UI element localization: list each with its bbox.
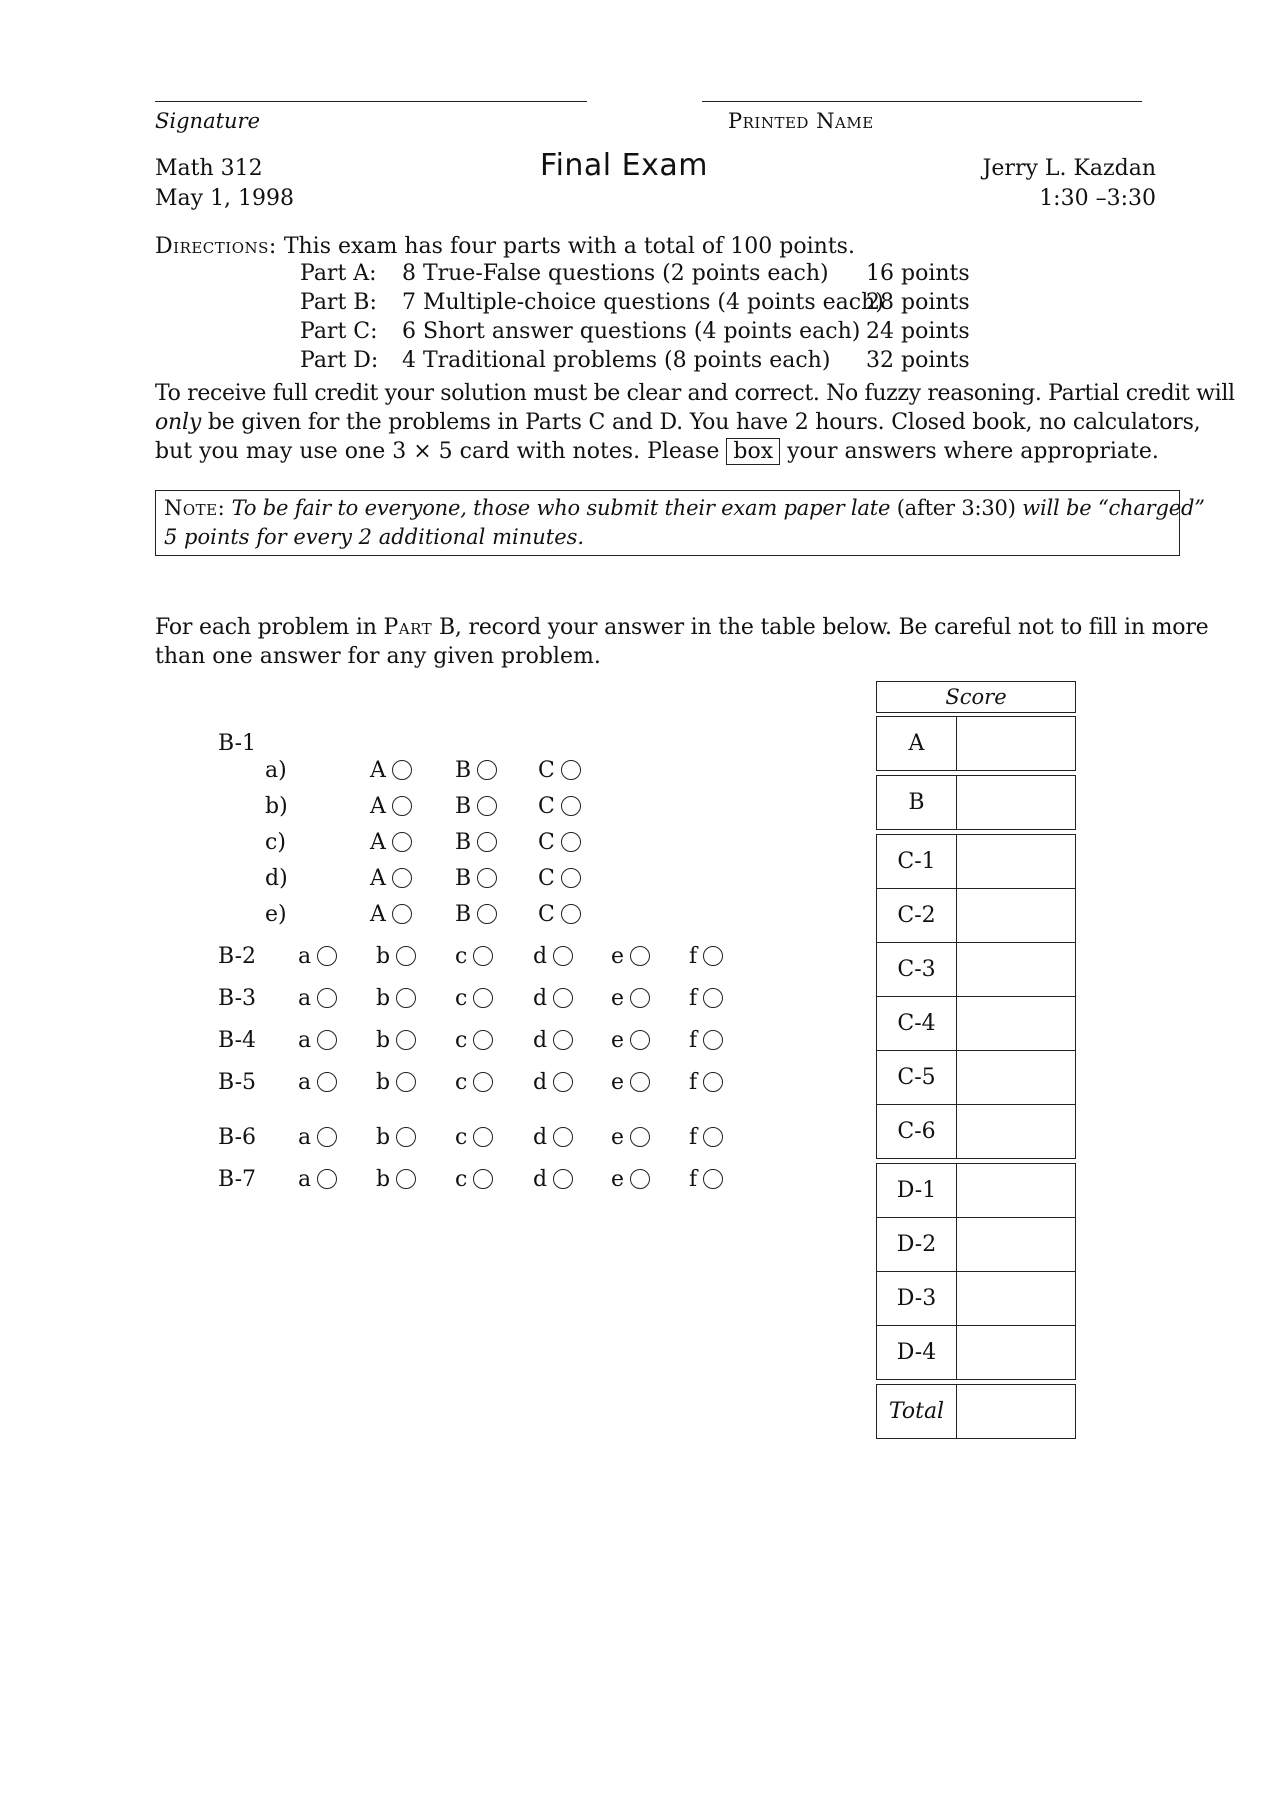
score-row-label: A	[877, 717, 957, 770]
score-row[interactable]	[876, 775, 1076, 830]
answer-bubble[interactable]	[561, 832, 581, 852]
answer-bubble[interactable]	[553, 988, 573, 1008]
part-a-label: Part A:	[300, 261, 377, 286]
mc-option[interactable]	[533, 1027, 573, 1055]
option-letter: b	[376, 986, 391, 1011]
score-entry-box[interactable]	[957, 776, 1075, 829]
option-letter: c	[455, 944, 468, 969]
answer-bubble[interactable]	[473, 1072, 493, 1092]
option-letter: B	[455, 830, 472, 855]
option-letter: f	[689, 986, 698, 1011]
b1-option[interactable]	[455, 901, 497, 929]
b1-option[interactable]	[455, 829, 497, 857]
score-row[interactable]	[876, 942, 1076, 997]
option-letter: a	[298, 1125, 312, 1150]
partb-post: B, record your answer in the table below. Be careful not to fill in more	[432, 615, 1209, 640]
answer-bubble[interactable]	[703, 988, 723, 1008]
b1-option[interactable]	[455, 865, 497, 893]
mc-option[interactable]	[298, 943, 337, 971]
option-letter: c	[455, 1125, 468, 1150]
mc-option[interactable]	[533, 1166, 573, 1194]
answer-bubble[interactable]	[630, 1127, 650, 1147]
exam-time: 1:30 –3:30	[1039, 186, 1156, 211]
credit-line-2	[155, 409, 1200, 437]
instructor-name: Jerry L. Kazdan	[982, 156, 1156, 181]
only-emphasis: only	[155, 410, 202, 435]
answer-bubble[interactable]	[396, 946, 416, 966]
part-b-desc: 7 Multiple-choice questions (4 points each)	[402, 290, 884, 315]
part-b-points: 28 points	[866, 290, 970, 315]
option-letter: f	[689, 1125, 698, 1150]
option-letter: f	[689, 1070, 698, 1095]
b1-option[interactable]	[538, 757, 581, 785]
score-entry-box[interactable]	[957, 1218, 1075, 1271]
mc-option[interactable]	[611, 1124, 650, 1152]
answer-bubble[interactable]	[553, 1169, 573, 1189]
score-row-label: C-6	[877, 1105, 957, 1158]
answer-bubble[interactable]	[317, 988, 337, 1008]
b1-label: B-1	[218, 731, 257, 756]
part-b-label: Part B:	[300, 290, 377, 315]
mc-option[interactable]	[376, 1124, 416, 1152]
option-letter: A	[370, 830, 386, 855]
answer-bubble[interactable]	[630, 1072, 650, 1092]
option-letter: d	[533, 986, 548, 1011]
credit-line-1: To receive full credit your solution must be clear and correct. No fuzzy reasoning. Partial credit will	[155, 381, 1235, 406]
option-letter: d	[533, 1070, 548, 1095]
score-row[interactable]	[876, 996, 1076, 1051]
option-letter: C	[538, 830, 555, 855]
mc-option[interactable]	[376, 1069, 416, 1097]
signature-label: Signature	[155, 109, 261, 133]
score-row-label: C-2	[877, 889, 957, 942]
option-letter: f	[689, 944, 698, 969]
printed-name-line[interactable]	[702, 101, 1142, 102]
answer-bubble[interactable]	[392, 904, 412, 924]
answer-bubble[interactable]	[473, 988, 493, 1008]
option-letter: B	[455, 902, 472, 927]
mc-row-label: B-4	[218, 1028, 257, 1053]
answer-bubble[interactable]	[703, 1169, 723, 1189]
mc-option[interactable]	[455, 943, 493, 971]
part-c-points: 24 points	[866, 319, 970, 344]
part-d-points: 32 points	[866, 348, 970, 373]
mc-option[interactable]	[533, 1069, 573, 1097]
score-row[interactable]	[876, 1325, 1076, 1380]
mc-option[interactable]	[611, 943, 650, 971]
mc-option[interactable]	[611, 1027, 650, 1055]
mc-option[interactable]	[611, 1166, 650, 1194]
answer-bubble[interactable]	[392, 868, 412, 888]
score-row-label: Total	[877, 1385, 957, 1438]
score-row-label: C-5	[877, 1051, 957, 1104]
score-entry-box[interactable]	[957, 943, 1075, 996]
answer-bubble[interactable]	[317, 1127, 337, 1147]
answer-bubble[interactable]	[703, 1030, 723, 1050]
answer-bubble[interactable]	[473, 1127, 493, 1147]
answer-bubble[interactable]	[477, 904, 497, 924]
mc-option[interactable]	[455, 1166, 493, 1194]
score-row-label: D-1	[877, 1164, 957, 1217]
answer-bubble[interactable]	[703, 1072, 723, 1092]
option-letter: C	[538, 866, 555, 891]
score-row-label: B	[877, 776, 957, 829]
mc-row-label: B-5	[218, 1070, 257, 1095]
note-text-paren: (after 3:30)	[896, 496, 1016, 520]
score-row-label: C-1	[877, 835, 957, 888]
score-entry-box[interactable]	[957, 1385, 1075, 1438]
answer-bubble[interactable]	[392, 760, 412, 780]
part-a-desc: 8 True-False questions (2 points each)	[402, 261, 829, 286]
b1-option[interactable]	[455, 757, 497, 785]
answer-bubble[interactable]	[473, 1030, 493, 1050]
b1-row-label: c)	[265, 830, 286, 855]
course-name: Math 312	[155, 156, 263, 181]
option-letter: b	[376, 1070, 391, 1095]
answer-bubble[interactable]	[396, 988, 416, 1008]
option-letter: C	[538, 902, 555, 927]
b1-option[interactable]	[538, 829, 581, 857]
part-c-label: Part C:	[300, 319, 378, 344]
mc-option[interactable]	[455, 1124, 493, 1152]
exam-title: Final Exam	[540, 148, 708, 183]
answer-bubble[interactable]	[561, 796, 581, 816]
answer-bubble[interactable]	[553, 1072, 573, 1092]
signature-line[interactable]	[155, 101, 587, 102]
score-row[interactable]	[876, 834, 1076, 889]
mc-row-label: B-6	[218, 1125, 257, 1150]
mc-option[interactable]	[611, 1069, 650, 1097]
score-entry-box[interactable]	[957, 1272, 1075, 1325]
b1-option[interactable]	[370, 793, 412, 821]
partb-pre: For each problem in	[155, 615, 384, 640]
note-line-2: 5 points for every 2 additional minutes.	[164, 525, 585, 549]
credit-line-3	[155, 438, 1159, 466]
option-letter: d	[533, 1125, 548, 1150]
score-entry-box[interactable]	[957, 1105, 1075, 1158]
answer-bubble[interactable]	[317, 1072, 337, 1092]
score-row[interactable]	[876, 888, 1076, 943]
answer-bubble[interactable]	[477, 832, 497, 852]
mc-option[interactable]	[689, 943, 723, 971]
answer-bubble[interactable]	[561, 868, 581, 888]
part-a-points: 16 points	[866, 261, 970, 286]
option-letter: d	[533, 1028, 548, 1053]
score-entry-box[interactable]	[957, 889, 1075, 942]
mc-option[interactable]	[689, 1069, 723, 1097]
part-d-desc: 4 Traditional problems (8 points each)	[402, 348, 831, 373]
option-letter: b	[376, 1028, 391, 1053]
option-letter: C	[538, 794, 555, 819]
mc-option[interactable]	[689, 1124, 723, 1152]
score-header: Score	[945, 685, 1007, 709]
score-row[interactable]	[876, 1217, 1076, 1272]
mc-option[interactable]	[533, 943, 573, 971]
note-text-1: To be fair to everyone, those who submit their exam paper late	[225, 496, 897, 520]
mc-option[interactable]	[376, 943, 416, 971]
mc-option[interactable]	[533, 985, 573, 1013]
score-entry-box[interactable]	[957, 1326, 1075, 1379]
score-entry-box[interactable]	[957, 1051, 1075, 1104]
score-entry-box[interactable]	[957, 997, 1075, 1050]
score-row-label: D-2	[877, 1218, 957, 1271]
answer-bubble[interactable]	[317, 1169, 337, 1189]
option-letter: B	[455, 866, 472, 891]
answer-bubble[interactable]	[392, 796, 412, 816]
answer-bubble[interactable]	[561, 760, 581, 780]
part-c-desc: 6 Short answer questions (4 points each)	[402, 319, 861, 344]
score-entry-box[interactable]	[957, 717, 1075, 770]
option-letter: f	[689, 1028, 698, 1053]
option-letter: e	[611, 1125, 625, 1150]
printed-name-label: Printed Name	[728, 109, 874, 133]
answer-bubble[interactable]	[396, 1127, 416, 1147]
score-entry-box[interactable]	[957, 835, 1075, 888]
score-row-label: D-4	[877, 1326, 957, 1379]
option-letter: A	[370, 758, 386, 783]
note-label: Note:	[164, 496, 226, 520]
mc-option[interactable]	[298, 1124, 337, 1152]
answer-bubble[interactable]	[553, 946, 573, 966]
answer-bubble[interactable]	[473, 946, 493, 966]
late-note-box	[155, 490, 1205, 556]
b1-option[interactable]	[370, 757, 412, 785]
b1-option[interactable]	[370, 901, 412, 929]
answer-bubble[interactable]	[703, 1127, 723, 1147]
option-letter: A	[370, 902, 386, 927]
score-row[interactable]	[876, 1384, 1076, 1439]
mc-option[interactable]	[611, 985, 650, 1013]
credit-line-2-text: be given for the problems in Parts C and D. You have 2 hours. Closed book, no calculators,	[201, 410, 1201, 435]
option-letter: e	[611, 944, 625, 969]
mc-option[interactable]	[689, 985, 723, 1013]
b1-row-label: e)	[265, 902, 287, 927]
option-letter: a	[298, 1070, 312, 1095]
score-row[interactable]	[876, 716, 1076, 771]
option-letter: a	[298, 1028, 312, 1053]
b1-option[interactable]	[538, 793, 581, 821]
answer-bubble[interactable]	[553, 1127, 573, 1147]
option-letter: e	[611, 1167, 625, 1192]
answer-bubble[interactable]	[553, 1030, 573, 1050]
option-letter: b	[376, 1167, 391, 1192]
b1-row-label: d)	[265, 866, 288, 891]
option-letter: c	[455, 1070, 468, 1095]
option-letter: c	[455, 1028, 468, 1053]
mc-option[interactable]	[533, 1124, 573, 1152]
directions-intro-text: This exam has four parts with a total of 100 points.	[283, 234, 855, 259]
mc-option[interactable]	[376, 1027, 416, 1055]
answer-bubble[interactable]	[392, 832, 412, 852]
partb-part-word: Part	[383, 615, 433, 640]
option-letter: e	[611, 1028, 625, 1053]
answer-bubble[interactable]	[317, 946, 337, 966]
answer-bubble[interactable]	[630, 1169, 650, 1189]
score-row[interactable]	[876, 1050, 1076, 1105]
option-letter: B	[455, 794, 472, 819]
mc-option[interactable]	[455, 1069, 493, 1097]
b1-row-label: b)	[265, 794, 288, 819]
mc-option[interactable]	[298, 1027, 337, 1055]
credit-line-3-pre: but you may use one 3 × 5 card with notes. Please	[155, 439, 727, 464]
answer-bubble[interactable]	[561, 904, 581, 924]
directions-intro	[155, 233, 855, 261]
mc-option[interactable]	[689, 1166, 723, 1194]
partb-instructions-line-2: than one answer for any given problem.	[155, 644, 601, 669]
score-row[interactable]	[876, 1104, 1076, 1159]
mc-option[interactable]	[455, 1027, 493, 1055]
option-letter: e	[611, 986, 625, 1011]
option-letter: b	[376, 1125, 391, 1150]
option-letter: d	[533, 944, 548, 969]
option-letter: a	[298, 1167, 312, 1192]
score-row-label: D-3	[877, 1272, 957, 1325]
b1-option[interactable]	[538, 901, 581, 929]
mc-option[interactable]	[298, 985, 337, 1013]
mc-row-label: B-7	[218, 1167, 257, 1192]
score-entry-box[interactable]	[957, 1164, 1075, 1217]
answer-bubble[interactable]	[477, 796, 497, 816]
score-row-label: C-4	[877, 997, 957, 1050]
option-letter: f	[689, 1167, 698, 1192]
answer-bubble[interactable]	[630, 988, 650, 1008]
score-header-cell	[876, 681, 1076, 713]
option-letter: b	[376, 944, 391, 969]
b1-option[interactable]	[455, 793, 497, 821]
mc-row-label: B-2	[218, 944, 257, 969]
box-word: box	[726, 438, 780, 465]
score-row-label: C-3	[877, 943, 957, 996]
answer-bubble[interactable]	[630, 1030, 650, 1050]
b1-row-label: a)	[265, 758, 287, 783]
score-row[interactable]	[876, 1271, 1076, 1326]
part-d-label: Part D:	[300, 348, 379, 373]
note-line-1	[164, 494, 1205, 522]
answer-bubble[interactable]	[317, 1030, 337, 1050]
mc-option[interactable]	[689, 1027, 723, 1055]
option-letter: c	[455, 1167, 468, 1192]
option-letter: B	[455, 758, 472, 783]
b1-option[interactable]	[370, 829, 412, 857]
answer-bubble[interactable]	[477, 868, 497, 888]
answer-bubble[interactable]	[396, 1072, 416, 1092]
mc-option[interactable]	[455, 985, 493, 1013]
b1-option[interactable]	[370, 865, 412, 893]
note-text-end: will be “charged”	[1015, 496, 1205, 520]
option-letter: e	[611, 1070, 625, 1095]
option-letter: a	[298, 944, 312, 969]
b1-option[interactable]	[538, 865, 581, 893]
option-letter: A	[370, 794, 386, 819]
answer-bubble[interactable]	[477, 760, 497, 780]
answer-bubble[interactable]	[473, 1169, 493, 1189]
mc-option[interactable]	[376, 1166, 416, 1194]
option-letter: d	[533, 1167, 548, 1192]
option-letter: a	[298, 986, 312, 1011]
answer-bubble[interactable]	[703, 946, 723, 966]
mc-row-label: B-3	[218, 986, 257, 1011]
score-row[interactable]	[876, 1163, 1076, 1218]
mc-option[interactable]	[298, 1069, 337, 1097]
directions-label: Directions:	[155, 234, 277, 259]
partb-instructions-line-1	[155, 614, 1209, 642]
credit-line-3-post: your answers where appropriate.	[780, 439, 1159, 464]
mc-option[interactable]	[298, 1166, 337, 1194]
exam-date: May 1, 1998	[155, 186, 295, 211]
answer-bubble[interactable]	[396, 1030, 416, 1050]
option-letter: A	[370, 866, 386, 891]
option-letter: C	[538, 758, 555, 783]
answer-bubble[interactable]	[396, 1169, 416, 1189]
mc-option[interactable]	[376, 985, 416, 1013]
answer-bubble[interactable]	[630, 946, 650, 966]
option-letter: c	[455, 986, 468, 1011]
